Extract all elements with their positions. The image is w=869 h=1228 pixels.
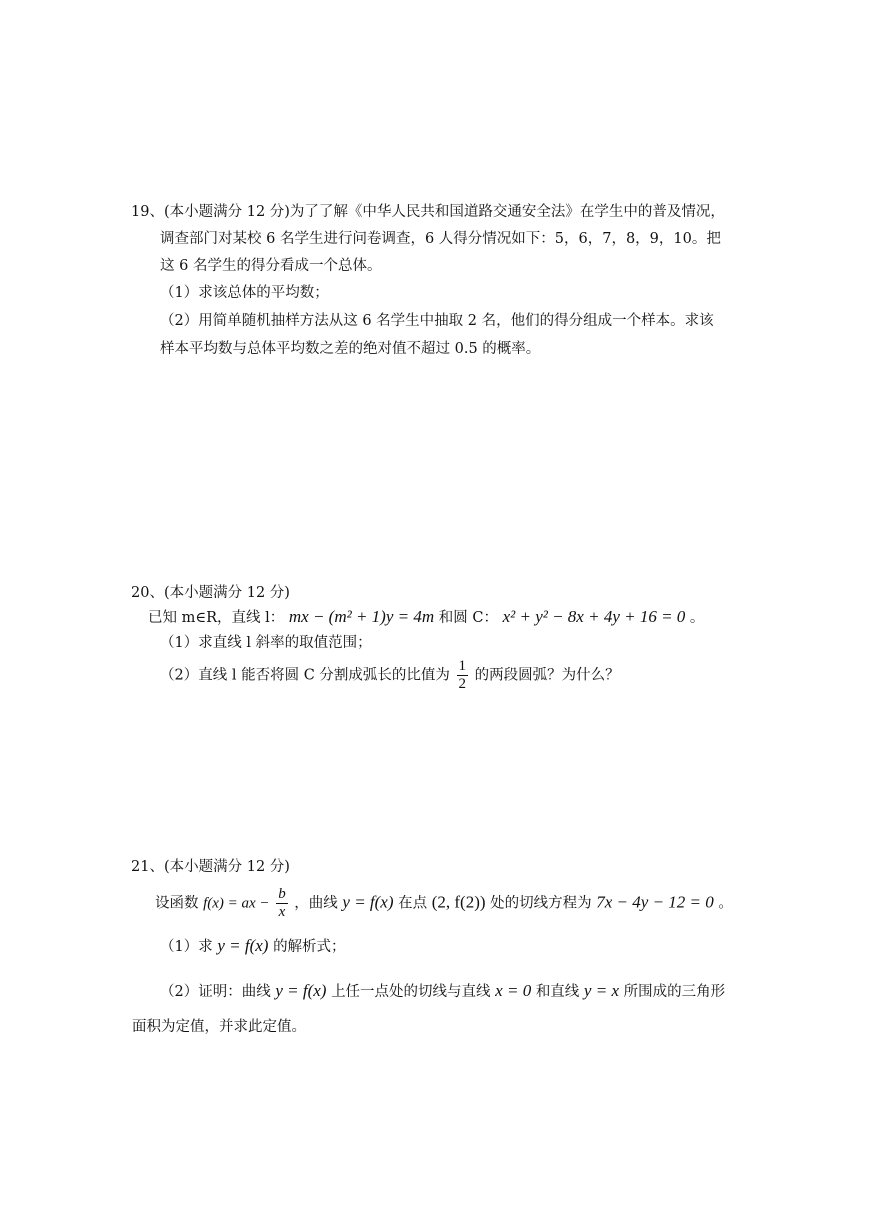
q20-part-1: （1）求直线 l 斜率的取值范围； — [160, 635, 372, 651]
q21-curve-text-3: 处的切线方程为 — [490, 895, 592, 912]
q19-line-1: 19、(本小题满分 12 分)为了了解《中华人民共和国道路交通安全法》在学生中的普及情况， — [131, 204, 725, 220]
q21-function-line — [155, 886, 733, 921]
q20-ratio-numerator: 1 — [458, 658, 467, 674]
q21-func-equation: f(x) = ax − — [203, 895, 270, 912]
q21-func-numerator: b — [278, 886, 286, 902]
q21-part-1-prefix: （1）求 — [160, 939, 213, 955]
q21-curve-equation: y = f(x) — [342, 892, 394, 912]
q21-tangent-equation: 7x − 4y − 12 = 0 — [596, 892, 714, 912]
q21-func-prefix: 设函数 — [155, 895, 199, 912]
q19-part-1: （1）求该总体的平均数； — [160, 285, 329, 301]
q20-given-prefix: 已知 m∈R，直线 l： — [148, 610, 285, 626]
q19-part-2-line-1: （2）用简单随机抽样方法从这 6 名学生中抽取 2 名，他们的得分组成一个样本。求该 — [160, 313, 714, 329]
q20-header: 20、(本小题满分 12 分) — [131, 585, 290, 601]
q20-part-2-suffix: 的两段圆弧？为什么？ — [474, 667, 620, 684]
q20-circle-equation: x² + y² − 8x + 4y + 16 = 0 — [502, 607, 686, 626]
q21-part-2-text-2: 上任一点处的切线与直线 — [331, 984, 491, 1000]
q21-curve-text-2: 在点 — [398, 895, 428, 912]
q21-curve-text-4: 。 — [718, 895, 733, 912]
q19-line-2: 调查部门对某校 6 名学生进行问卷调查，6 人得分情况如下：5，6，7，8，9，10。把 — [160, 231, 721, 247]
q19-part-2-line-2: 样本平均数与总体平均数之差的绝对值不超过 0.5 的概率。 — [160, 341, 541, 357]
q21-part-2-line-2: 面积为定值，并求此定值。 — [132, 1019, 306, 1035]
q21-part-2-equation-2: x = 0 — [495, 981, 532, 1000]
q21-func-fraction — [276, 886, 288, 921]
q20-line-equation: mx − (m² + 1)y = 4m — [288, 607, 435, 626]
q20-circle-prefix: 和圆 C： — [438, 610, 498, 626]
q21-part-2-text-3: 和直线 — [535, 984, 580, 1000]
q21-header: 21、(本小题满分 12 分) — [131, 859, 290, 875]
q20-part-2 — [160, 658, 620, 693]
q20-ratio-denominator: 2 — [458, 676, 467, 692]
q21-point: (2, f(2)) — [431, 892, 486, 912]
q20-given-suffix: 。 — [689, 610, 705, 626]
q21-part-2-text-4: 所围成的三角形 — [623, 984, 726, 1000]
q21-curve-text-1: ，曲线 — [294, 895, 338, 912]
q21-part-1-suffix: 的解析式； — [273, 939, 346, 955]
q21-part-2-equation-1: y = f(x) — [275, 981, 327, 1000]
q21-part-2 — [160, 981, 725, 1002]
q19-line-3: 这 6 名学生的得分看成一个总体。 — [160, 258, 382, 274]
q21-part-2-equation-3: y = x — [583, 981, 619, 1000]
q21-func-denominator: x — [278, 904, 286, 920]
q20-ratio-fraction — [457, 658, 469, 693]
q20-part-2-prefix: （2）直线 l 能否将圆 C 分割成弧长的比值为 — [160, 667, 450, 684]
q21-part-1 — [160, 936, 346, 957]
q20-given — [148, 607, 704, 628]
q21-part-2-text-1: （2）证明：曲线 — [160, 984, 271, 1000]
q21-part-1-equation: y = f(x) — [217, 936, 269, 955]
